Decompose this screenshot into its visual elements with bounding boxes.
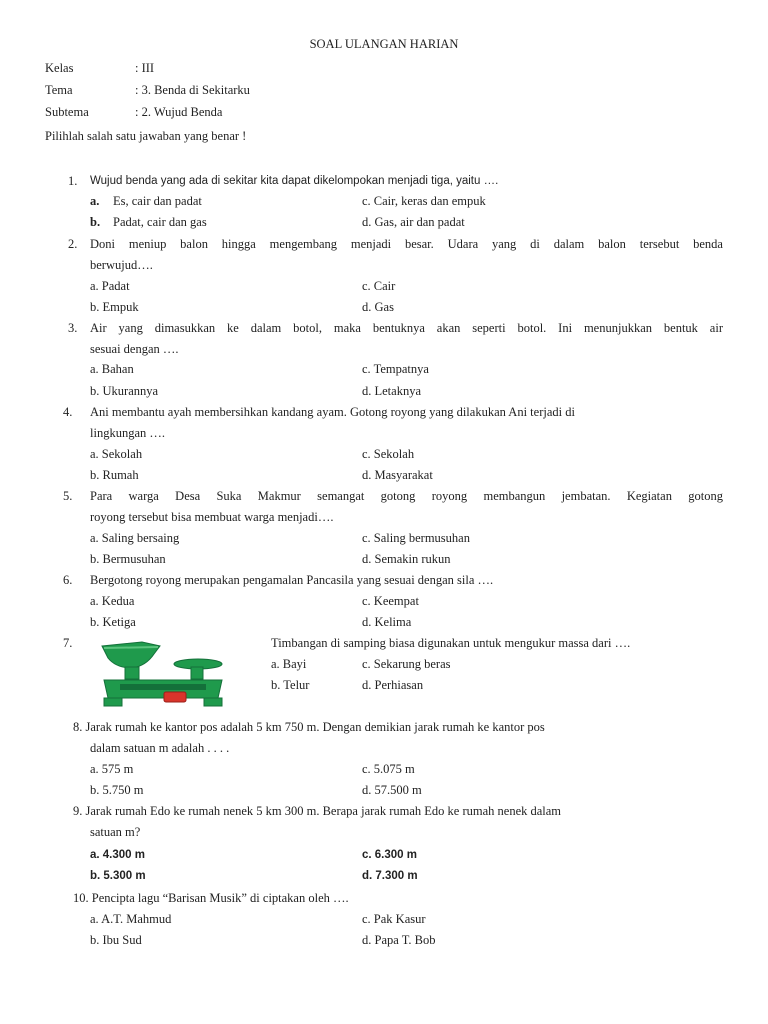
- q7-option-c: c. Sekarung beras: [362, 657, 451, 671]
- q3-number: 3.: [68, 321, 78, 335]
- q3-option-a: a. Bahan: [90, 362, 134, 376]
- q9-option-c: c. 6.300 m: [362, 849, 417, 861]
- q2-text-line2: berwujud….: [90, 258, 153, 272]
- q1-option-c: c. Cair, keras dan empuk: [362, 194, 486, 208]
- q10-text: 10. Pencipta lagu “Barisan Musik” di ciptakan oleh ….: [73, 891, 349, 905]
- q6-text: Bergotong royong merupakan pengamalan Pancasila yang sesuai dengan sila ….: [90, 573, 494, 587]
- q1-option-a: Es, cair dan padat: [113, 194, 202, 208]
- q5-number: 5.: [63, 489, 73, 503]
- q7-option-b: b. Telur: [271, 678, 310, 692]
- q6-number: 6.: [63, 573, 73, 587]
- tema-label: Tema: [45, 83, 73, 97]
- q1-option-b-label: b.: [90, 215, 101, 229]
- q4-option-d: d. Masyarakat: [362, 468, 433, 482]
- q9-option-b: b. 5.300 m: [90, 870, 146, 882]
- q2-option-d: d. Gas: [362, 300, 394, 314]
- q7-text: Timbangan di samping biasa digunakan untuk mengukur massa dari ….: [271, 636, 631, 650]
- q10-option-d: d. Papa T. Bob: [362, 933, 436, 947]
- q4-option-b: b. Rumah: [90, 468, 139, 482]
- q4-option-c: c. Sekolah: [362, 447, 415, 461]
- q5-option-d: d. Semakin rukun: [362, 552, 451, 566]
- q1-option-b: Padat, cair dan gas: [113, 215, 207, 229]
- instruction: Pilihlah salah satu jawaban yang benar !: [45, 129, 247, 143]
- q2-text-line1: Doni meniup balon hingga mengembang menjadi besar. Udara yang di dalam balon tersebut benda: [90, 237, 723, 251]
- q3-option-c: c. Tempatnya: [362, 362, 429, 376]
- q6-option-a: a. Kedua: [90, 594, 135, 608]
- q9-text-line1: 9. Jarak rumah Edo ke rumah nenek 5 km 300 m. Berapa jarak rumah Edo ke rumah nenek dalam: [73, 804, 562, 818]
- q5-text-line2: royong tersebut bisa membuat warga menjadi….: [90, 510, 334, 524]
- q4-text-line1: Ani membantu ayah membersihkan kandang ayam. Gotong royong yang dilakukan Ani terjadi di: [90, 405, 575, 419]
- q6-option-d: d. Kelima: [362, 615, 412, 629]
- q9-option-a: a. 4.300 m: [90, 849, 145, 861]
- q2-option-b: b. Empuk: [90, 300, 139, 314]
- subtema-label: Subtema: [45, 105, 89, 119]
- q8-text-line1: 8. Jarak rumah ke kantor pos adalah 5 km 750 m. Dengan demikian jarak rumah ke kantor pos: [73, 720, 545, 734]
- q4-option-a: a. Sekolah: [90, 447, 143, 461]
- q6-option-b: b. Ketiga: [90, 615, 136, 629]
- q1-text: Wujud benda yang ada di sekitar kita dapat dikelompokan menjadi tiga, yaitu ….: [90, 175, 499, 187]
- q3-option-d: d. Letaknya: [362, 384, 422, 398]
- q7-number: 7.: [63, 636, 73, 650]
- kelas-value: : III: [135, 61, 155, 75]
- q8-text-line2: dalam satuan m adalah . . . .: [90, 741, 230, 755]
- subtema-value: : 2. Wujud Benda: [135, 105, 223, 119]
- q4-text-line2: lingkungan ….: [90, 426, 165, 440]
- q1-option-d: d. Gas, air dan padat: [362, 215, 465, 229]
- q5-option-a: a. Saling bersaing: [90, 531, 180, 545]
- q5-text-line1: Para warga Desa Suka Makmur semangat gotong royong membangun jembatan. Kegiatan gotong: [90, 489, 723, 503]
- q10-option-c: c. Pak Kasur: [362, 912, 426, 926]
- q8-option-a: a. 575 m: [90, 762, 134, 776]
- q7-option-a: a. Bayi: [271, 657, 307, 671]
- q5-option-c: c. Saling bermusuhan: [362, 531, 470, 545]
- q9-option-d: d. 7.300 m: [362, 870, 418, 882]
- q4-number: 4.: [63, 405, 73, 419]
- q1-number: 1.: [68, 174, 78, 188]
- q3-text-line2: sesuai dengan ….: [90, 342, 179, 356]
- q8-option-c: c. 5.075 m: [362, 762, 415, 776]
- q10-option-b: b. Ibu Sud: [90, 933, 142, 947]
- q8-option-d: d. 57.500 m: [362, 783, 422, 797]
- q2-option-c: c. Cair: [362, 279, 396, 293]
- q6-option-c: c. Keempat: [362, 594, 419, 608]
- q2-option-a: a. Padat: [90, 279, 130, 293]
- q10-option-a: a. A.T. Mahmud: [90, 912, 172, 926]
- weighing-scale-image: [98, 640, 228, 710]
- tema-value: : 3. Benda di Sekitarku: [135, 83, 250, 97]
- q5-option-b: b. Bermusuhan: [90, 552, 166, 566]
- q8-option-b: b. 5.750 m: [90, 783, 144, 797]
- q7-option-d: d. Perhiasan: [362, 678, 424, 692]
- q2-number: 2.: [68, 237, 78, 251]
- q3-option-b: b. Ukurannya: [90, 384, 159, 398]
- q3-text-line1: Air yang dimasukkan ke dalam botol, maka bentuknya akan seperti botol. Ini menunjukkan bentuk air: [90, 321, 723, 335]
- kelas-label: Kelas: [45, 61, 74, 75]
- q1-option-a-label: a.: [90, 194, 100, 208]
- page-title: SOAL ULANGAN HARIAN: [309, 37, 459, 51]
- q9-text-line2: satuan m?: [90, 825, 141, 839]
